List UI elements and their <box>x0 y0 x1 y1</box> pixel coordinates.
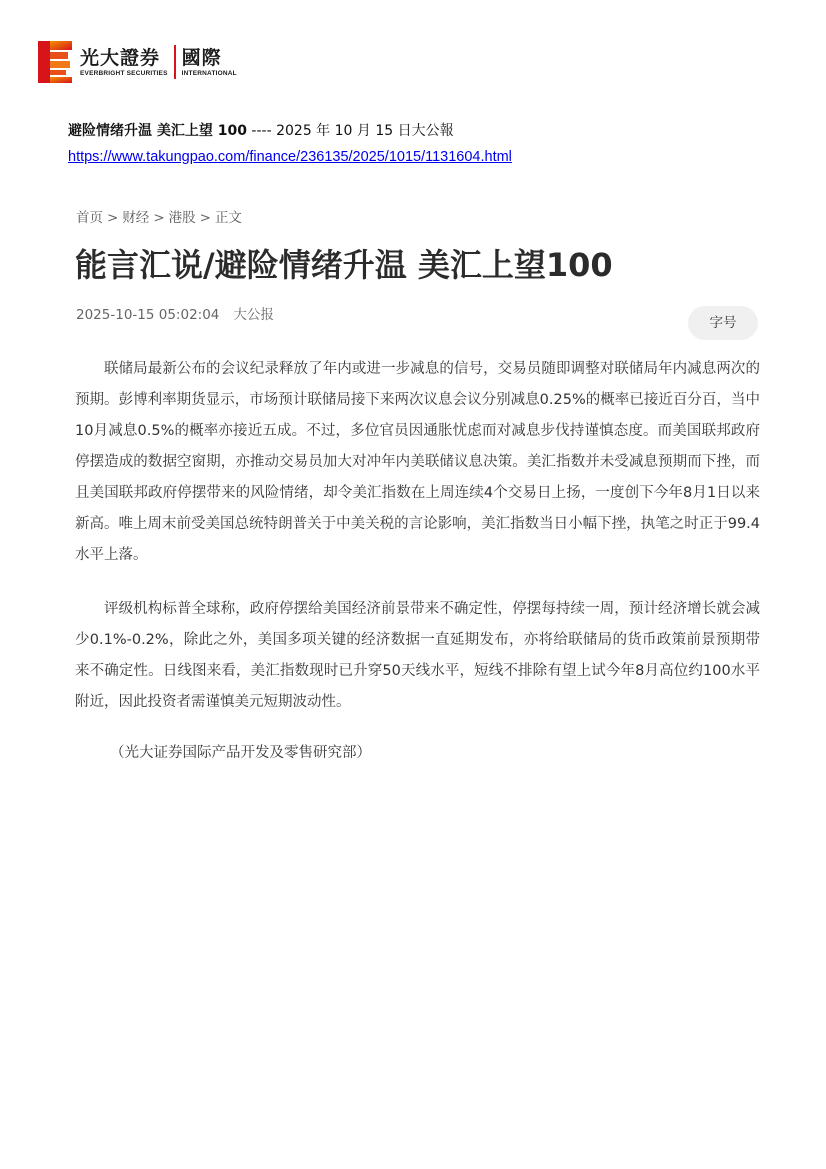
article-paragraph: 评级机构标普全球称，政府停摆给美国经济前景带来不确定性，停摆每持续一周，预计经济增长就会减少0.1%-0.2%，除此之外，美国多项关键的经济数据一直延期发布，亦将给联储局的货币政策前景预期带来不确定性。日线图来看，美汇指数现时已升穿50天线水平，短线不排除有望上试今年8月高位约100水平附近，因此投资者需谨慎美元短期波动性。 <box>75 601 760 710</box>
source-suffix: ---- 2025 年 10 月 15 日大公報 <box>246 123 454 139</box>
article-headline: 能言汇说/避险情绪升温 美汇上望100 <box>75 246 613 284</box>
breadcrumb-item-article: 正文 <box>214 210 242 226</box>
article-signature: （光大证券国际产品开发及零售研究部） <box>110 745 371 761</box>
article-paragraph: 联储局最新公布的会议纪录释放了年内或进一步减息的信号，交易员随即调整对联储局年内减息两次的预期。彭博利率期货显示，市场预计联储局接下来两次议息会议分别减息0.25%的概率已接近百分百，当中10月减息0.5%的概率亦接近五成。不过，多位官员因通胀忧虑而对减息步伐持谨慎态度。而美国联邦政府停摆造成的数据空窗期，亦推动交易员加大对冲年内美联储议息决策。美汇指数并未受减息预期而下挫，而且美国联邦政府停摆带来的风险情绪，却令美汇指数在上周连续4个交易日上扬，一度创下今年8月1日以来新高。唯上周末前受美国总统特朗普关于中美关税的言论影响，美汇指数当日小幅下挫，执笔之时正于99.4水平上落。 <box>75 361 760 563</box>
logo-company-name-en: EVERBRIGHT SECURITIES <box>80 69 168 77</box>
logo-company-name: 光大證券 <box>80 46 161 69</box>
breadcrumb-separator: > <box>199 210 211 226</box>
article-meta <box>76 305 274 325</box>
everbright-logo-icon <box>38 41 72 83</box>
source-title: 避险情绪升温 美汇上望 100 <box>68 123 247 139</box>
font-size-button[interactable]: 字号 <box>688 306 758 340</box>
breadcrumb-item-hk-stocks[interactable]: 港股 <box>168 210 196 226</box>
breadcrumb-item-home[interactable]: 首页 <box>76 210 103 226</box>
breadcrumb-separator: > <box>107 210 119 226</box>
breadcrumb-item-finance[interactable]: 财经 <box>122 210 150 226</box>
source-line <box>68 121 454 141</box>
logo-division-name-en: INTERNATIONAL <box>181 69 237 77</box>
logo-division-name: 國際 <box>181 46 222 69</box>
breadcrumb-separator: > <box>153 210 165 226</box>
breadcrumb <box>76 208 242 228</box>
article-publisher: 大公报 <box>233 307 274 323</box>
source-url-link[interactable]: https://www.takungpao.com/finance/236135/2025/1015/1131604.html <box>68 149 512 165</box>
company-logo <box>38 40 237 84</box>
logo-divider <box>174 45 176 79</box>
article-datetime: 2025-10-15 05:02:04 <box>76 307 220 323</box>
